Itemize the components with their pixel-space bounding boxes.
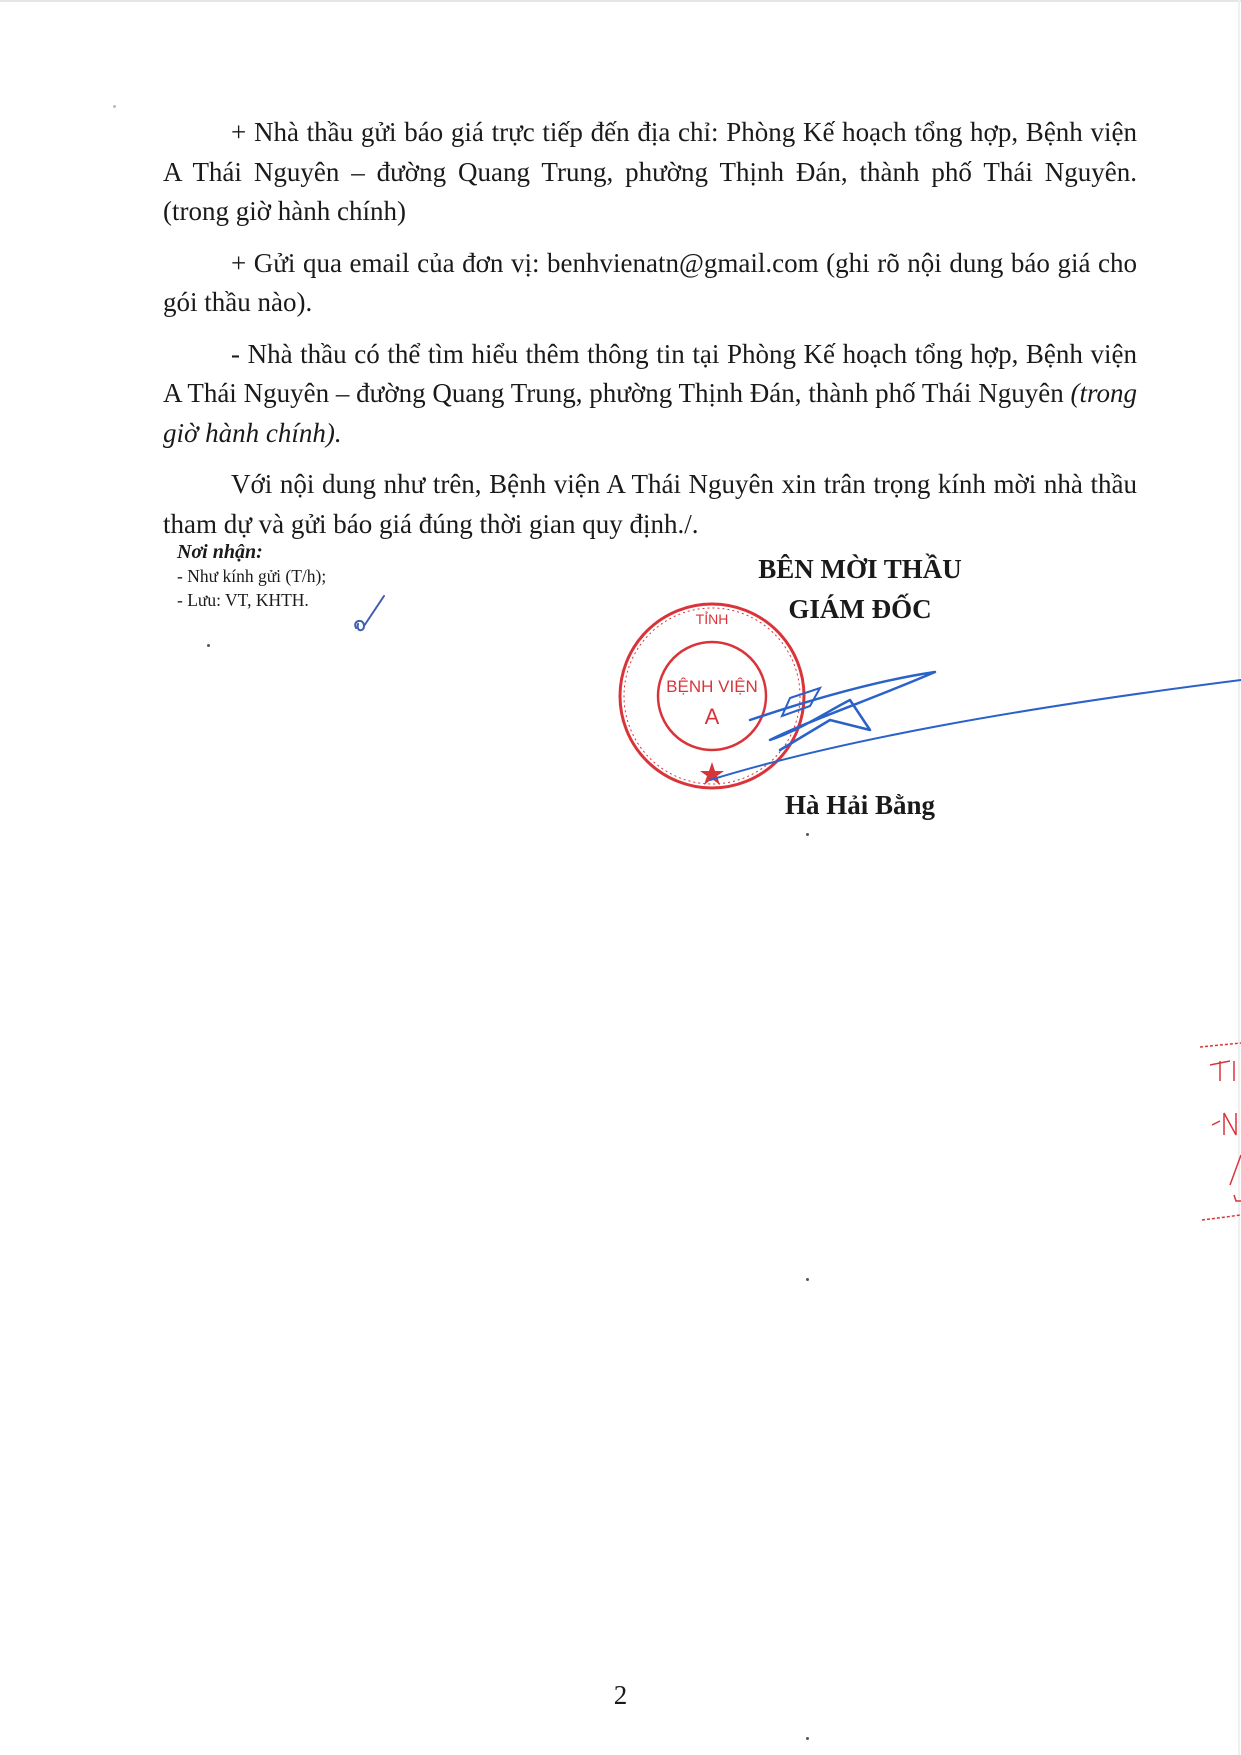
paragraph-more-information-text: - Nhà thầu có thể tìm hiểu thêm thông tin tại Phòng Kế hoạch tổng hợp, Bệnh viện A Thái Nguyên – đường Quang Trung, phường Thịnh Đán, thành phố Thái Nguyên	[163, 338, 1137, 408]
office-hours-note: (trong giờ hành chính).	[163, 378, 1137, 448]
scan-speck	[806, 1278, 809, 1281]
scan-speck	[806, 833, 809, 836]
initials-mark	[350, 590, 390, 640]
paragraph-email-submission: + Gửi qua email của đơn vị: benhvienatn@gmail.com (ghi rõ nội dung báo giá cho gói thầu nào).	[163, 247, 1137, 317]
recipients-title: Nơi nhận:	[177, 541, 263, 563]
paragraph-invitation: Với nội dung như trên, Bệnh viện A Thái Nguyên xin trân trọng kính mời nhà thầu tham dự và gửi báo giá đúng thời gian quy định./.	[163, 469, 1137, 539]
page-number: 2	[613, 1680, 628, 1710]
signer-role: GIÁM ĐỐC	[788, 594, 932, 624]
seal-center-text: BỆNH VIỆN	[666, 677, 758, 696]
seal-center-letter: A	[704, 704, 720, 729]
top-scan-edge	[0, 0, 1241, 2]
signer-name: Hà Hải Bằng	[784, 790, 936, 820]
recipient-item: - Như kính gửi (T/h);	[177, 566, 327, 586]
adjacent-page-seal-fragment	[1190, 1035, 1241, 1235]
scan-speck	[113, 105, 116, 108]
paragraph-direct-submission: + Nhà thầu gửi báo giá trực tiếp đến địa chỉ: Phòng Kế hoạch tổng hợp, Bệnh viện A Thái Nguyên – đường Quang Trung, phường Thịnh Đán, thành phố Thái Nguyên. (trong giờ hành chính)	[163, 117, 1137, 226]
scan-speck	[806, 1737, 809, 1740]
paragraph-more-information	[163, 335, 1137, 454]
handwritten-signature	[690, 660, 1241, 800]
body-text	[163, 113, 1137, 556]
right-scan-edge	[1238, 0, 1240, 1755]
issuing-party: BÊN MỜI THẦU	[758, 554, 962, 584]
scan-speck	[207, 644, 210, 647]
seal-top-text: TỈNH	[695, 611, 729, 627]
signature-block	[700, 549, 1020, 629]
recipient-item: - Lưu: VT, KHTH.	[177, 590, 309, 610]
